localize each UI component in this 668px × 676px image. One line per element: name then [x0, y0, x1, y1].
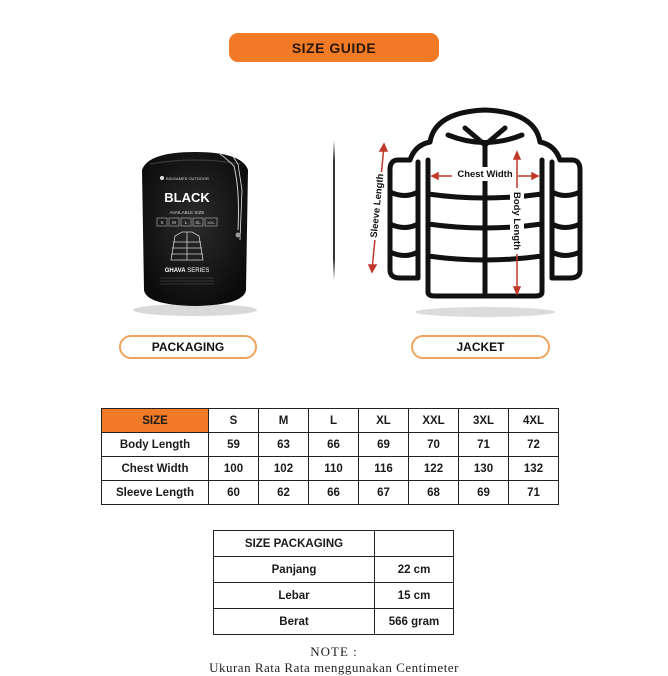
table-cell: 66	[309, 481, 359, 505]
bag-brand-text: BIGGAMES OUTDOOR	[166, 176, 209, 181]
table-cell: 60	[209, 481, 259, 505]
size-col-xl: XL	[359, 409, 409, 433]
jacket-diagram-image	[360, 100, 600, 325]
table-cell: 68	[409, 481, 459, 505]
size-col-s: S	[209, 409, 259, 433]
size-col-m: M	[259, 409, 309, 433]
packaging-table-header-blank	[375, 531, 454, 557]
table-cell: 71	[509, 481, 559, 505]
jacket-label: JACKET	[411, 335, 550, 359]
size-guide-title: SIZE GUIDE	[229, 33, 439, 62]
table-cell: 132	[509, 457, 559, 481]
packaging-value-panjang: 22 cm	[375, 557, 454, 583]
packaging-table-header-row	[214, 531, 454, 557]
bag-size-xl: XL	[195, 220, 201, 225]
table-cell: 72	[509, 433, 559, 457]
table-cell: 70	[409, 433, 459, 457]
table-cell: 63	[259, 433, 309, 457]
table-row	[102, 481, 559, 505]
sleeve-length-label: Sleeve Length	[368, 173, 387, 239]
row-label-body-length: Body Length	[102, 433, 209, 457]
packaging-label-berat: Berat	[214, 609, 375, 635]
table-cell: 100	[209, 457, 259, 481]
table-row	[214, 583, 454, 609]
bag-size-l: L	[184, 220, 188, 225]
table-cell: 67	[359, 481, 409, 505]
table-cell: 71	[459, 433, 509, 457]
packaging-table	[213, 530, 454, 635]
table-cell: 130	[459, 457, 509, 481]
size-table-header-row	[102, 409, 559, 433]
table-row	[102, 433, 559, 457]
bag-available-size-label: AVAILABLE SIZE	[169, 210, 205, 215]
table-cell: 122	[409, 457, 459, 481]
bag-size-xxl: XXL	[207, 220, 215, 225]
packaging-bag-image	[120, 130, 270, 325]
table-cell: 59	[209, 433, 259, 457]
bag-size-s: S	[160, 220, 164, 225]
table-cell: 69	[459, 481, 509, 505]
table-cell: 116	[359, 457, 409, 481]
note-title: NOTE :	[310, 644, 358, 659]
size-table	[101, 408, 559, 505]
table-cell: 62	[259, 481, 309, 505]
body-length-label: Body Length	[511, 191, 522, 251]
packaging-label-panjang: Panjang	[214, 557, 375, 583]
table-cell: 69	[359, 433, 409, 457]
bag-size-m: M	[172, 220, 176, 225]
row-label-sleeve-length: Sleeve Length	[102, 481, 209, 505]
table-cell: 110	[309, 457, 359, 481]
table-row	[214, 557, 454, 583]
table-row	[214, 609, 454, 635]
row-label-chest-width: Chest Width	[102, 457, 209, 481]
packaging-value-berat: 566 gram	[375, 609, 454, 635]
packaging-value-lebar: 15 cm	[375, 583, 454, 609]
size-col-l: L	[309, 409, 359, 433]
packaging-label: PACKAGING	[119, 335, 257, 359]
chest-width-label: Chest Width	[457, 169, 513, 180]
vertical-divider	[333, 140, 335, 280]
brand-logo-icon	[160, 176, 164, 180]
table-cell: 102	[259, 457, 309, 481]
table-cell: 66	[309, 433, 359, 457]
size-col-3xl: 3XL	[459, 409, 509, 433]
table-row	[102, 457, 559, 481]
packaging-table-header: SIZE PACKAGING	[214, 531, 375, 557]
packaging-label-lebar: Lebar	[214, 583, 375, 609]
size-table-corner: SIZE	[102, 409, 209, 433]
bag-series-name: GHAVA SERIES	[164, 268, 210, 274]
size-col-xxl: XXL	[409, 409, 459, 433]
note-text: Ukuran Rata Rata menggunakan Centimeter	[209, 660, 459, 675]
bag-color-name: BLACK	[164, 190, 210, 205]
size-col-4xl: 4XL	[509, 409, 559, 433]
